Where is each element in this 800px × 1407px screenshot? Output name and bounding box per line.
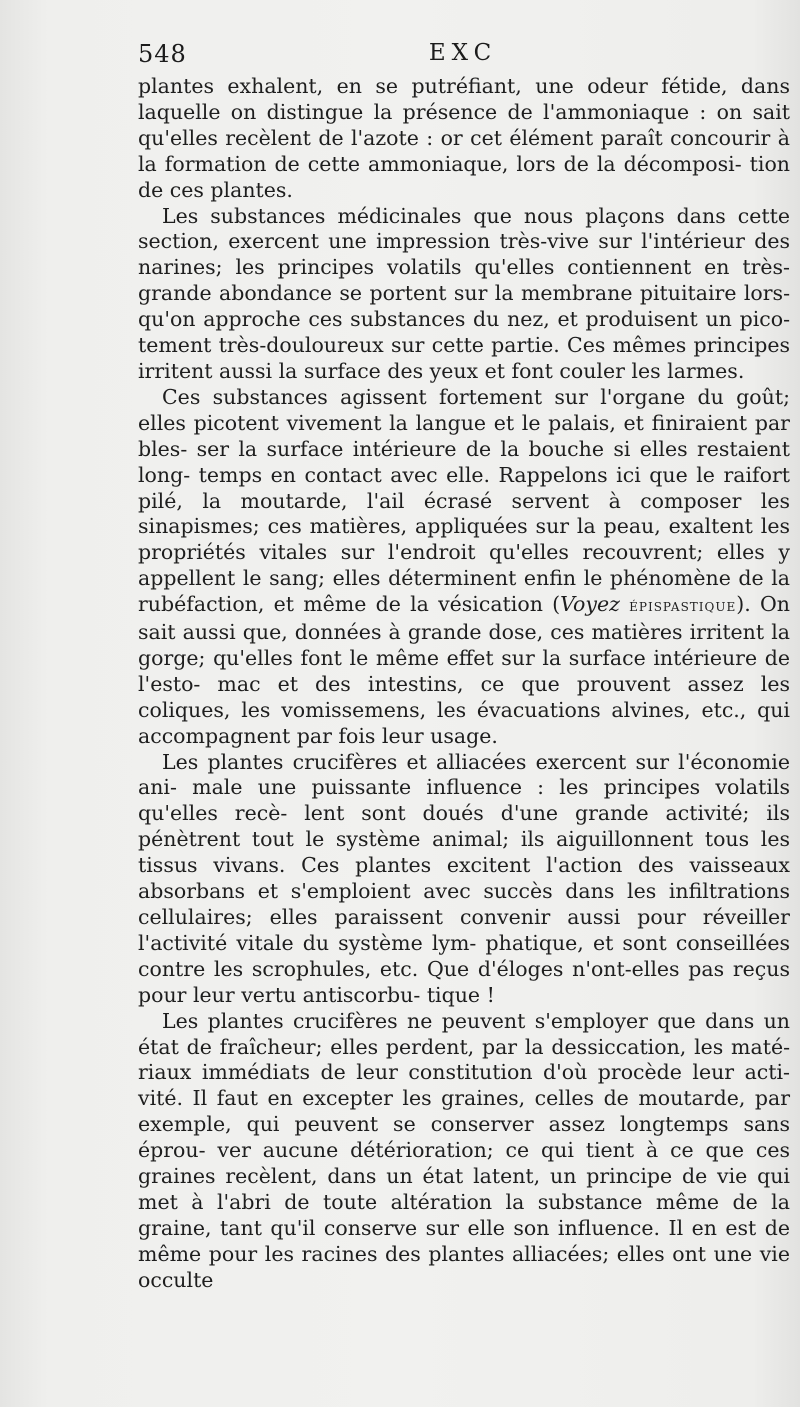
text-line: temps en contact avec elle. Rappelons ici que le raifort pilé, [138,462,790,513]
text-line: phatique, et sont conseillées contre les scrophules, etc. Que [138,930,790,981]
text-line: système animal; ils aiguillonnent tous les tissus vivans. Ces [138,827,790,878]
text-line: tion de ces plantes. [138,151,790,202]
text-line: qu'elles font le même effet sur la surface intérieure de l'esto- [138,645,790,696]
text-line: section, exercent une impression très-vive sur l'intérieur des [138,229,790,254]
text-line: vomissemens, les évacuations alvines, etc., qui accompagnent [138,697,790,748]
text-line: riaux immédiats de leur constitution d'où procède leur acti- [138,1060,790,1085]
text-line: mac et des intestins, ce que prouvent assez les coliques, les [138,671,790,722]
text-line: pour les racines des plantes alliacées; elles ont une vie occulte [138,1241,790,1292]
text-line: par fois leur usage. [296,723,498,748]
running-head: EXC [428,40,498,66]
text-line: que, données à grande dose, ces matières irritent la gorge; [138,620,790,670]
text-line: Les plantes crucifères ne peuvent s'employer que dans un [162,1008,790,1033]
body-text [138,74,790,1294]
see-reference: Voyez [560,592,620,617]
paragraph [138,1009,790,1294]
cross-reference-term: épispastique [629,596,737,617]
text-line: Ces substances agissent fortement sur l'organe du goût; elles [138,384,790,435]
text-line: picotent vivement la langue et le palais, et finiraient par bles- [138,410,790,461]
text-line: exemple, qui peuvent se conserver assez longtemps sans éprou- [138,1112,790,1163]
text-line: Les substances médicinales que nous plaçons dans cette [162,203,790,228]
text-line: à la formation de cette ammoniaque, lors de la décomposi- [138,125,790,176]
text-line: laquelle on distingue la présence de l'ammoniaque : on sait [138,99,790,124]
page-number: 548 [138,40,187,68]
text-line: convenir aussi pour réveiller l'activité vitale du système lym- [138,905,790,955]
paragraph [138,204,790,385]
text-line: ). On sait aussi [138,592,790,645]
text-line: tant qu'il conserve sur elle son influence. Il en est de même [138,1215,790,1266]
text-line: elles déterminent enfin le phénomène de la rubéfaction, et [138,566,791,617]
text-line: tement très-douloureux sur cette partie. Ces mêmes principes [138,333,790,358]
text-line: l'abri de toute altération la substance même de la graine, [138,1189,790,1240]
text-line: lent sont doués d'une grande activité; ils pénètrent tout le [138,801,790,852]
text-line: grande abondance se portent sur la membrane pituitaire lors- [138,281,790,306]
text-line: ser la surface intérieure de la bouche si elles restaient long- [138,436,790,487]
paragraph [138,385,790,750]
text-line: tique ! [426,982,495,1007]
page-header [138,40,788,74]
text-line: plantes exhalent, en se putréfiant, une odeur fétide, dans [138,74,790,98]
text-line: plantes excitent l'action des vaisseaux absorbans et s'emploient [138,853,790,904]
text-line: avec succès dans les infiltrations cellulaires; elles paraissent [138,879,790,929]
text-line: d'éloges n'ont-elles pas reçus pour leur vertu antiscorbu- [138,956,790,1007]
text-line: Les plantes crucifères et alliacées exercent sur l'économie ani- [138,749,790,800]
text-line: narines; les principes volatils qu'elles contiennent en très- [138,255,790,280]
text-line: irritent aussi la surface des yeux et font couler les larmes. [138,358,745,383]
text-line: ver aucune détérioration; ce qui tient à ce que ces graines [138,1138,790,1189]
text-line: la moutarde, l'ail écrasé servent à composer les sinapismes; [138,488,790,539]
text-line: état de fraîcheur; elles perdent, par la dessiccation, les maté- [138,1034,790,1059]
text-line: ces matières, appliquées sur la peau, exaltent les propriétés [138,514,790,565]
text-line: vitales sur l'endroit qu'elles recouvrent; elles y appellent le sang; [138,540,790,591]
text-line: male une puissante influence : les principes volatils qu'elles recè- [138,775,790,826]
paragraph [138,750,790,1009]
text-line: même de la vésication ( [303,592,561,617]
text-line: qu'elles recèlent de l'azote : or cet élément paraît concourir [138,125,771,150]
text-line: recèlent, dans un état latent, un principe de vie qui met à [138,1164,790,1214]
paragraph [138,74,790,204]
text-line: qu'on approche ces substances du nez, et produisent un pico- [138,307,790,332]
text-line: vité. Il faut en excepter les graines, celles de moutarde, par [138,1086,790,1111]
